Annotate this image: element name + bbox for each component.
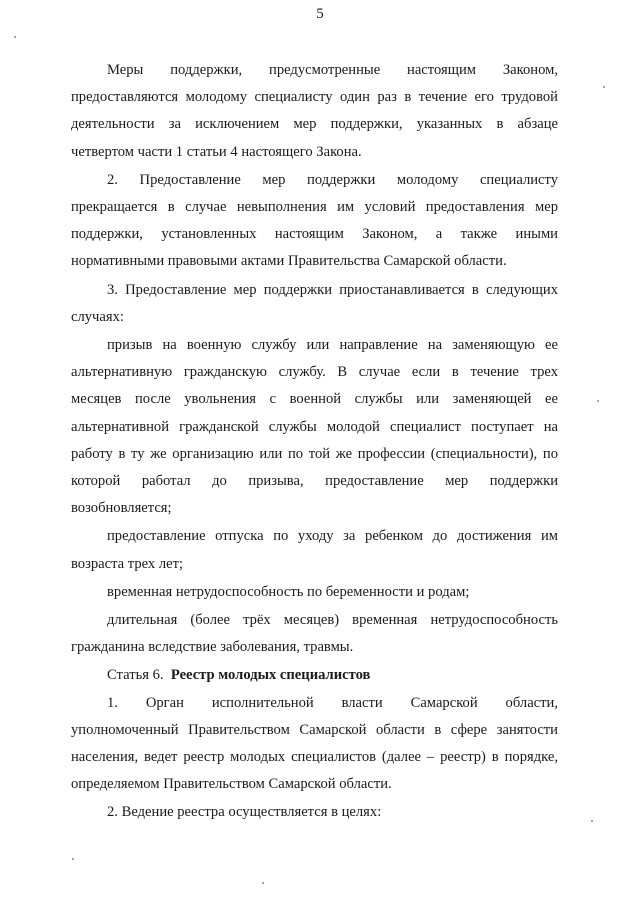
text-line: которой работал до призыва, предоставление мер поддержки (71, 473, 558, 490)
paragraph-registry-authority (71, 690, 558, 799)
text-line: нормативными правовыми актами Правительства Самарской области. (71, 253, 507, 270)
paragraph-registry-purpose (71, 799, 558, 826)
text-line: работу в ту же организацию или по той же профессии (специальности), по (71, 445, 558, 462)
paragraph-termination (71, 167, 558, 276)
text-line: альтернативную гражданскую службу. В случае если в течение трех (71, 364, 558, 381)
scan-speck (14, 36, 16, 38)
page-number: 5 (316, 6, 324, 22)
text-line: 2. Предоставление мер поддержки молодому специалисту (107, 171, 558, 188)
text-line: определяемом Правительством Самарской области. (71, 776, 392, 793)
text-line: предоставляются молодому специалисту один раз в течение его трудовой (71, 89, 558, 106)
text-line: Меры поддержки, предусмотренные настоящим Законом, (107, 62, 558, 78)
text-line: населения, ведет реестр молодых специалистов (далее – реестр) в порядке, (71, 749, 558, 766)
scan-speck (597, 400, 599, 402)
text-line: возраста трех лет; (71, 555, 184, 572)
text-line: 1. Орган исполнительной власти Самарской области, (107, 694, 558, 711)
paragraph-suspension (71, 277, 558, 331)
text-line: временная нетрудоспособность по беременности и родам; (107, 583, 470, 600)
article-heading (71, 662, 558, 689)
scan-speck (591, 820, 593, 822)
scan-speck (72, 858, 74, 860)
text-line: месяцев после увольнения с военной службы или заменяющей ее (71, 391, 558, 408)
paragraph-pregnancy (71, 579, 558, 606)
scan-speck (262, 882, 264, 884)
text-line: уполномоченный Правительством Самарской области в сфере занятости (71, 721, 558, 738)
text-line: четвертом части 1 статьи 4 настоящего Закона. (71, 143, 362, 160)
text-line: 2. Ведение реестра осуществляется в целях: (107, 804, 382, 821)
text-line: деятельности за исключением мер поддержки, указанных в абзаце (71, 116, 558, 133)
text-line: призыв на военную службу или направление на заменяющую ее (107, 337, 558, 354)
document-body (71, 57, 558, 828)
article-number: Статья 6. (107, 667, 164, 684)
text-line: альтернативной гражданской службы молодой специалист поступает на (71, 418, 558, 435)
text-line: прекращается в случае невыполнения им условий предоставления мер (71, 199, 558, 216)
paragraph-single-provision (71, 57, 558, 166)
text-line: длительная (более трёх месяцев) временная нетрудоспособность (107, 612, 558, 629)
paragraph-military-service (71, 332, 558, 522)
paragraph-childcare-leave (71, 523, 558, 577)
text-line: гражданина вследствие заболевания, травмы. (71, 639, 354, 656)
text-line: случаях: (71, 308, 124, 325)
text-line: предоставление отпуска по уходу за ребенком до достижения им (107, 528, 558, 545)
article-title: Реестр молодых специалистов (170, 667, 371, 684)
text-line: поддержки, установленных настоящим Законом, а также иными (71, 226, 558, 243)
scan-speck (603, 86, 605, 88)
paragraph-long-disability (71, 607, 558, 661)
text-line: 3. Предоставление мер поддержки приостанавливается в следующих (107, 281, 558, 298)
text-line: возобновляется; (71, 500, 172, 517)
